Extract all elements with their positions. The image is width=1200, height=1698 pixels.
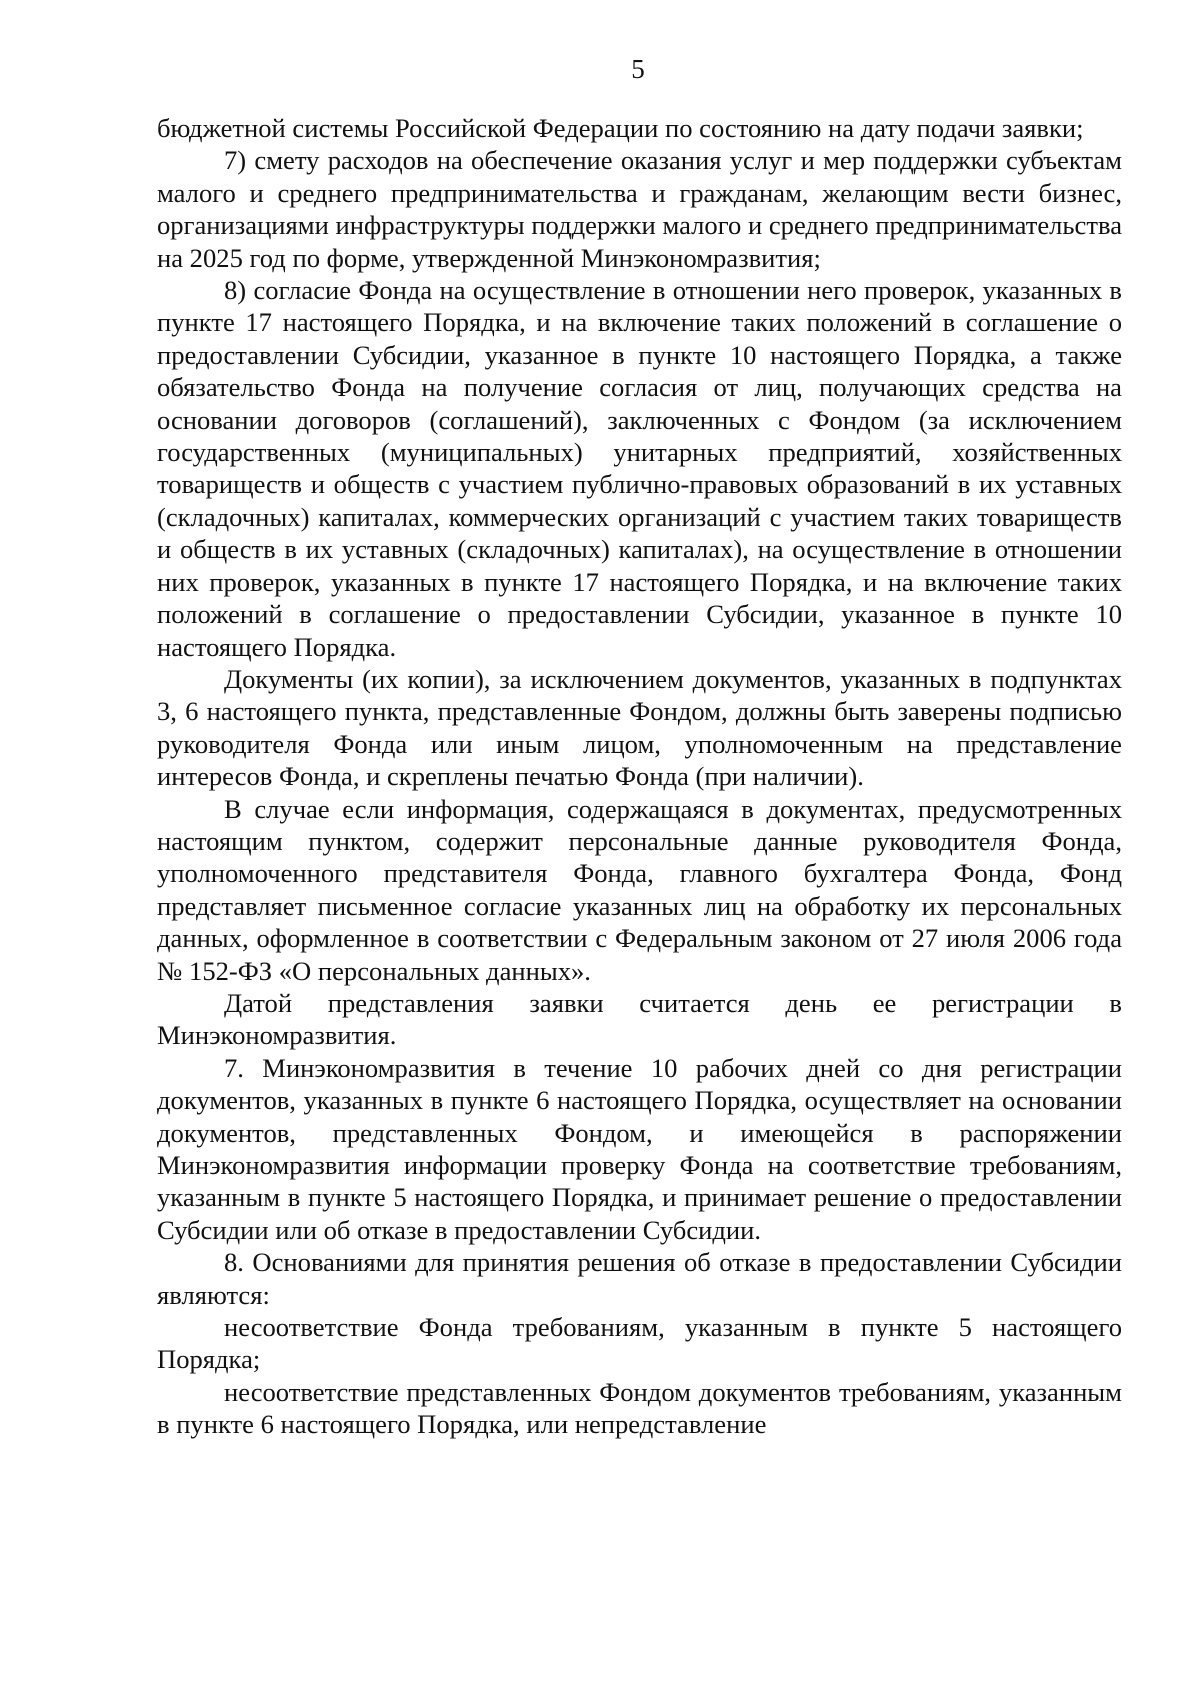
paragraph-subitem-8: 8) согласие Фонда на осуществление в отношении него проверок, указанных в пункте 17 настоящего Порядка, и на включение таких положений в соглашение о предоставлении Субсидии, указанное в пункте 10 настоящего Порядка, а также обязательство Фонда на получение согласия от лиц, получающих средства на основании договоров (соглашений), заключенных с Фондом (за исключением государственных (муниципальных) унитарных предприятий, хозяйственных товариществ и обществ с участием публично-правовых образований в их уставных (складочных) капиталах, коммерческих организаций с участием таких товариществ и обществ в их уставных (складочных) капиталах), на осуществление в отношении них проверок, указанных в пункте 17 настоящего Порядка, и на включение таких положений в соглашение о предоставлении Субсидии, указанное в пункте 10 настоящего Порядка. bbox=[157, 275, 1122, 662]
page-number: 5 bbox=[631, 54, 645, 84]
paragraph-refusal-reason-2: несоответствие представленных Фондом документов требованиям, указанным в пункте 6 настоящего Порядка, или непредставление bbox=[157, 1376, 1122, 1440]
paragraph-documents-certification: Документы (их копии), за исключением документов, указанных в подпунктах 3, 6 настоящего пункта, представленные Фондом, должны быть заверены подписью руководителя Фонда или иным лицом, уполномоченным на представление интересов Фонда, и скреплены печатью Фонда (при наличии). bbox=[157, 663, 1122, 792]
paragraph-continuation: бюджетной системы Российской Федерации по состоянию на дату подачи заявки; bbox=[157, 113, 1084, 143]
document-body bbox=[157, 112, 1122, 1441]
paragraph-submission-date: Датой представления заявки считается день ее регистрации в Минэкономразвития. bbox=[157, 987, 1122, 1051]
paragraph-item-7: 7. Минэкономразвития в течение 10 рабочих дней со дня регистрации документов, указанных в пункте 6 настоящего Порядка, осуществляет на основании документов, представленных Фондом, и имеющейся в распоряжении Минэкономразвития информации проверку Фонда на соответствие требованиям, указанным в пункте 5 настоящего Порядка, и принимает решение о предоставлении Субсидии или об отказе в предоставлении Субсидии. bbox=[157, 1052, 1122, 1245]
paragraph-refusal-reason-1: несоответствие Фонда требованиям, указанным в пункте 5 настоящего Порядка; bbox=[157, 1312, 1122, 1375]
paragraph-personal-data: В случае если информация, содержащаяся в документах, предусмотренных настоящим пунктом, содержит персональные данные руководителя Фонда, уполномоченного представителя Фонда, главного бухгалтера Фонда, Фонд представляет письменное согласие указанных лиц на обработку их персональных данных, оформленное в соответствии с Федеральным законом от 27 июля 2006 года № 152-ФЗ «О персональных данных». bbox=[157, 793, 1122, 986]
paragraph-item-8: 8. Основаниями для принятия решения об отказе в предоставлении Субсидии являются: bbox=[157, 1247, 1122, 1310]
paragraph-subitem-7: 7) смету расходов на обеспечение оказания услуг и мер поддержки субъектам малого и среднего предпринимательства и гражданам, желающим вести бизнес, организациями инфраструктуры поддержки малого и среднего предпринимательства на 2025 год по форме, утвержденной Минэкономразвития; bbox=[157, 145, 1122, 273]
